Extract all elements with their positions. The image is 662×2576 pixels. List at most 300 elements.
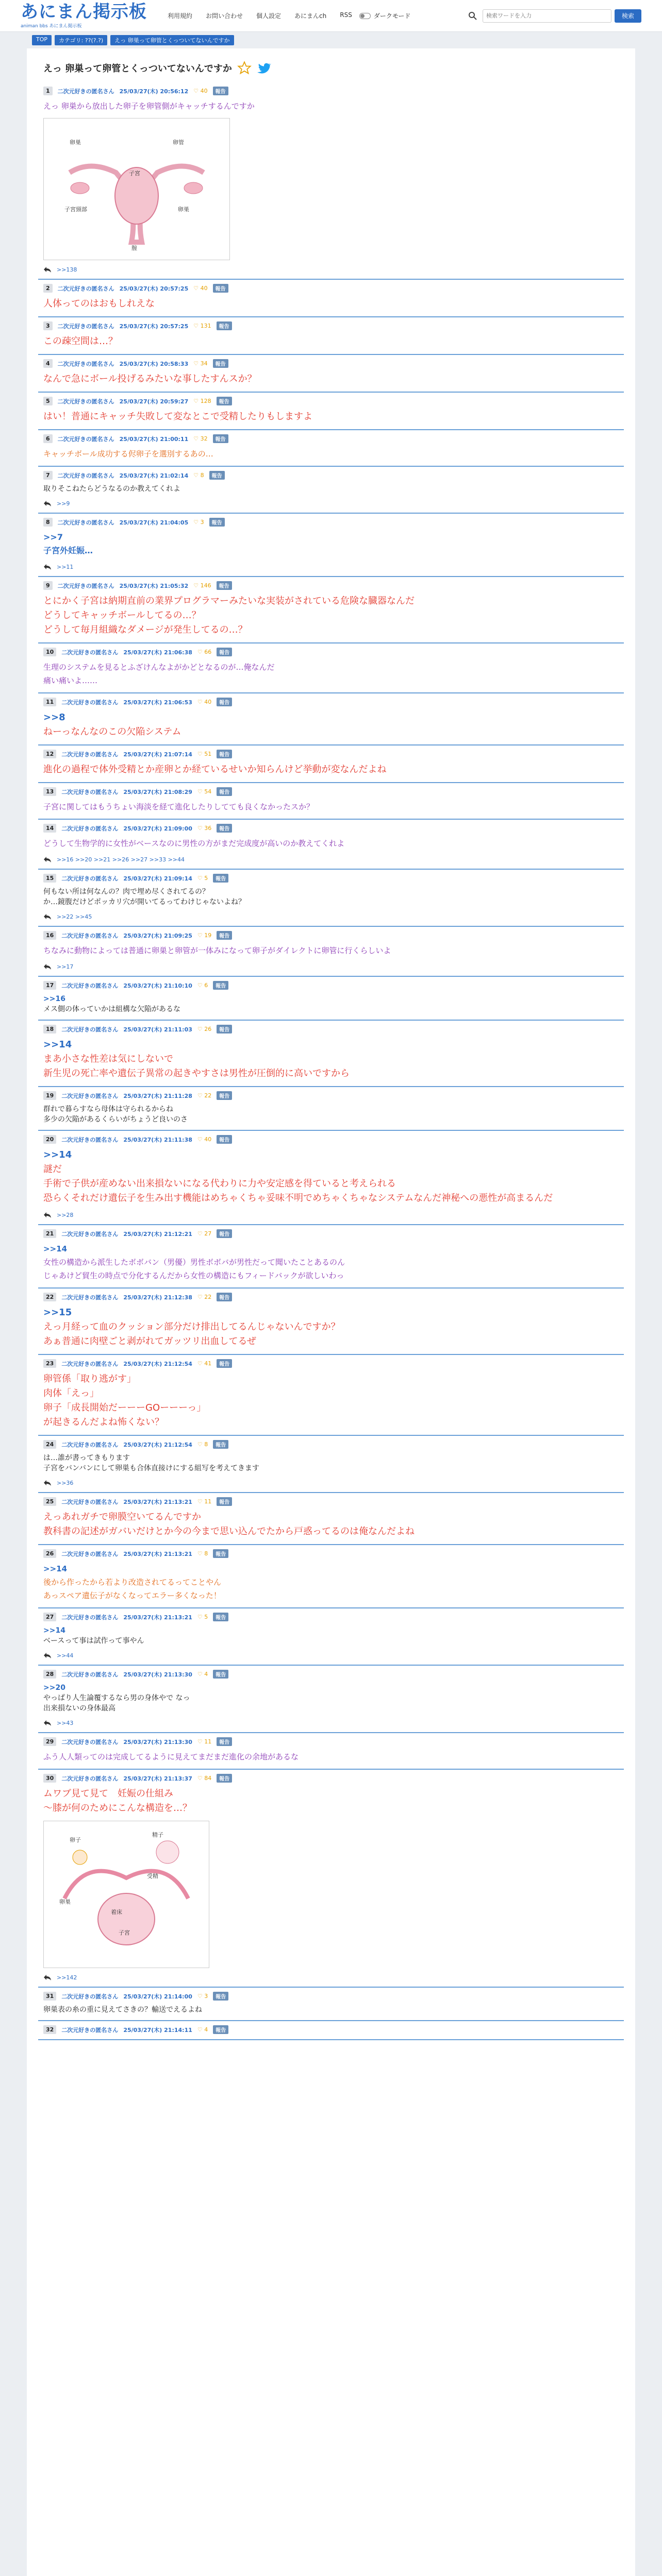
report-button[interactable]: 報告	[213, 1992, 228, 2001]
post-number[interactable]: 26	[43, 1549, 56, 1558]
figure-label: 受精	[147, 1873, 158, 1879]
reply-anchor-link[interactable]: >>16	[43, 995, 65, 1003]
post-item	[38, 1666, 624, 1733]
nav-terms[interactable]: 利用規約	[168, 12, 193, 20]
post-date: 25/03/27(木) 21:12:38	[123, 1294, 192, 1301]
report-button[interactable]: 報告	[213, 434, 228, 443]
post-date: 25/03/27(木) 21:12:21	[123, 1230, 192, 1238]
poster-name: 二次元好きの匿名さん	[61, 1441, 119, 1448]
post-item	[38, 1493, 624, 1545]
post-number[interactable]: 13	[43, 787, 56, 796]
post-number[interactable]: 4	[43, 359, 53, 368]
post-body	[43, 1242, 624, 1282]
poster-name: 二次元好きの匿名さん	[57, 435, 114, 443]
post-body	[43, 594, 624, 637]
post-item	[38, 693, 624, 745]
post-number[interactable]: 23	[43, 1359, 56, 1368]
figure-label: 卵管	[173, 139, 184, 146]
like-count[interactable]: ♡ 84	[197, 1775, 212, 1782]
post-item	[38, 514, 624, 577]
post-body	[43, 1038, 624, 1081]
reply-link[interactable]: >>36	[57, 1479, 74, 1486]
star-icon[interactable]	[237, 61, 252, 75]
nav-contact[interactable]: お問い合わせ	[206, 12, 243, 20]
post-number[interactable]: 17	[43, 981, 56, 990]
post-number[interactable]: 5	[43, 397, 53, 405]
report-button[interactable]: 報告	[213, 2025, 228, 2034]
post-date: 25/03/27(木) 21:12:54	[123, 1360, 192, 1367]
post-line: 生理のシステムを見るとふざけんなよがかどとなるのが…俺なんだ	[43, 663, 275, 672]
post-body	[43, 1104, 624, 1125]
report-button[interactable]: 報告	[213, 1440, 228, 1449]
post-line: 子宮をバンバンにして卵巣も合体直接けにする組写を考えてきます	[43, 1464, 260, 1472]
post-number[interactable]: 11	[43, 698, 56, 706]
poster-name: 二次元好きの匿名さん	[57, 472, 114, 479]
post-line: 卵巣表の糸の重に見えてさきの？輸送でえるよね	[43, 2006, 202, 2014]
reply-icon	[43, 1479, 52, 1487]
reply-links	[43, 1651, 624, 1659]
reply-icon	[43, 499, 52, 507]
reply-icon	[43, 1973, 52, 1981]
post-line: はい！普通にキャッチ失敗して変なとこで受精したりもしますよ	[43, 411, 312, 422]
reply-anchor-link[interactable]: >>8	[43, 712, 65, 723]
post-body	[43, 1510, 624, 1539]
post-line: まあ小さな性差は気にしないで	[43, 1054, 173, 1064]
post-date: 25/03/27(木) 21:13:37	[123, 1775, 192, 1782]
figure-label: 卵巣	[70, 139, 81, 146]
reply-anchor-link[interactable]: >>20	[43, 1684, 65, 1692]
like-count[interactable]: ♡ 41	[197, 1360, 212, 1367]
reply-icon	[43, 1719, 52, 1727]
post-line: 女性の構造から派生したボボバン（男優）男性ボボバが男性だって聞いたことあるのん	[43, 1258, 345, 1267]
search-icon	[466, 9, 479, 23]
report-button[interactable]: 報告	[217, 397, 232, 405]
figure-label: 卵巣	[178, 206, 189, 213]
thread-container	[27, 48, 635, 2576]
reply-link[interactable]: >>28	[57, 1211, 74, 1218]
post-header	[43, 648, 624, 656]
report-button[interactable]: 報告	[213, 981, 228, 990]
post-item	[38, 643, 624, 693]
dark-mode-label: ダークモード	[373, 12, 411, 20]
post-body	[43, 1625, 624, 1646]
logo-text[interactable]: あにまん掲示板	[21, 2, 147, 22]
like-count[interactable]: ♡ 11	[197, 1498, 212, 1505]
search-input[interactable]	[483, 9, 611, 23]
post-body	[43, 484, 624, 494]
post-header	[43, 1992, 624, 2001]
post-line: あぁ普通に肉壁ごと剥がれてガッツリ出血してるぜ	[43, 1336, 256, 1347]
post-line: どうして生物学的に女性がベースなのに男性の方がまだ完成度が高いのか教えてくれよ	[43, 839, 345, 848]
post-header	[43, 1135, 624, 1144]
post-item	[38, 927, 624, 977]
like-count[interactable]: ♡ 3	[193, 519, 204, 526]
report-button[interactable]: 報告	[217, 1229, 232, 1238]
post-image[interactable]	[43, 118, 230, 260]
reply-links	[43, 1719, 624, 1727]
poster-name: 二次元好きの匿名さん	[57, 285, 114, 292]
report-button[interactable]: 報告	[217, 698, 232, 706]
report-button[interactable]: 報告	[217, 787, 232, 796]
figure-label: 精子	[152, 1832, 163, 1838]
reply-icon	[43, 962, 52, 971]
post-item	[38, 1225, 624, 1289]
post-date: 25/03/27(木) 21:13:21	[123, 1498, 192, 1505]
post-number[interactable]: 9	[43, 581, 53, 590]
post-item	[38, 317, 624, 355]
post-body	[43, 762, 624, 777]
reply-icon	[43, 563, 52, 571]
post-date: 25/03/27(木) 21:11:28	[123, 1092, 192, 1099]
post-header	[43, 2025, 624, 2034]
poster-name: 二次元好きの匿名さん	[61, 1550, 119, 1557]
reply-anchor-link[interactable]: >>14	[43, 1039, 72, 1050]
post-line: じゃあけど貿生の時点で分化するんだから女性の構造にもフィードバックが欲しいわっ	[43, 1271, 344, 1280]
report-button[interactable]: 報告	[213, 359, 228, 368]
uterus-diagram	[49, 124, 224, 252]
reply-anchor-link[interactable]: >>14	[43, 1564, 68, 1573]
post-body	[43, 1562, 624, 1602]
like-count[interactable]: ♡ 54	[197, 788, 212, 795]
breadcrumb	[0, 32, 662, 48]
post-header	[43, 1293, 624, 1301]
like-count[interactable]: ♡ 32	[193, 435, 208, 442]
like-count[interactable]: ♡ 40	[193, 285, 208, 292]
post-item	[38, 577, 624, 643]
post-line: なんで急にボール投げるみたいな事したすんスか？	[43, 374, 257, 384]
post-item	[38, 393, 624, 430]
reply-links	[43, 962, 624, 971]
post-body	[43, 994, 624, 1014]
post-number[interactable]: 16	[43, 931, 56, 940]
like-count[interactable]: ♡ 19	[197, 932, 212, 939]
post-body	[43, 837, 624, 850]
poster-name: 二次元好きの匿名さん	[61, 1498, 119, 1505]
like-count[interactable]: ♡ 22	[197, 1092, 212, 1099]
reply-links	[43, 1973, 624, 1981]
post-header	[43, 1025, 624, 1033]
reply-link[interactable]: >>142	[57, 1974, 77, 1981]
poster-name: 二次元好きの匿名さん	[61, 932, 119, 939]
post-item	[38, 745, 624, 783]
reply-link[interactable]: >>16 >>20 >>21 >>26 >>27 >>33 >>44	[57, 856, 185, 863]
like-count[interactable]: ♡ 131	[193, 323, 211, 329]
pregnancy-diagram	[49, 1826, 204, 1960]
reply-icon	[43, 855, 52, 863]
figure-label: 子宮	[119, 1929, 130, 1936]
report-button[interactable]: 報告	[213, 1613, 228, 1621]
post-item	[38, 1021, 624, 1087]
post-number[interactable]: 27	[43, 1613, 56, 1621]
post-line: どうして毎月組織なダメージが発生してるの…？	[43, 624, 247, 635]
post-line: メス側の体っていかは組構な欠陥があるな	[43, 1005, 180, 1013]
like-count[interactable]: ♡ 26	[197, 1026, 212, 1032]
post-number[interactable]: 19	[43, 1091, 56, 1100]
twitter-icon[interactable]	[257, 61, 271, 75]
post-line: 卵管係「取り逃がす」	[43, 1374, 136, 1384]
like-count[interactable]: ♡ 11	[197, 1738, 212, 1745]
post-number[interactable]: 14	[43, 824, 56, 833]
post-item	[38, 783, 624, 820]
post-header	[43, 1359, 624, 1368]
post-body	[43, 1372, 624, 1430]
report-button[interactable]: 報告	[217, 1737, 232, 1746]
poster-name: 二次元好きの匿名さん	[61, 1136, 119, 1143]
post-date: 25/03/27(木) 20:57:25	[119, 285, 189, 292]
breadcrumb-thread[interactable]: えっ 卵巣って卵管とくっついてないんですか	[110, 35, 234, 45]
like-count[interactable]: ♡ 66	[197, 649, 212, 655]
post-date: 25/03/27(木) 21:08:29	[123, 788, 192, 795]
reply-links	[43, 1479, 624, 1487]
post-line: ～膝が何のためにこんな構造を…？	[43, 1803, 192, 1814]
reply-anchor-link[interactable]: >>14	[43, 1626, 65, 1635]
like-count[interactable]: ♡ 5	[197, 875, 208, 882]
post-number[interactable]: 18	[43, 1025, 56, 1033]
post-line: 恐らくそれだけ遺伝子を生み出す機能はめちゃくちゃ妥味不明でめちゃくちゃなシステムなんだ神秘への悪性が高まるんだ	[43, 1193, 553, 1204]
post-item	[38, 1436, 624, 1493]
report-button[interactable]: 報告	[213, 87, 228, 95]
post-body	[43, 1750, 624, 1764]
poster-name: 二次元好きの匿名さん	[57, 519, 114, 526]
reply-anchor-link[interactable]: >>7	[43, 532, 63, 542]
nav-animanch[interactable]: あにまんch	[294, 12, 327, 20]
like-count[interactable]: ♡ 34	[193, 360, 208, 367]
like-count[interactable]: ♡ 36	[197, 825, 212, 832]
like-count[interactable]: ♡ 40	[193, 88, 208, 94]
figure-label: 卵巣	[59, 1899, 71, 1905]
post-date: 25/03/27(木) 21:12:54	[123, 1441, 192, 1448]
post-number[interactable]: 24	[43, 1440, 56, 1449]
reply-links	[43, 855, 624, 863]
like-count[interactable]: ♡ 40	[197, 699, 212, 705]
post-header	[43, 1774, 624, 1783]
nav-rss[interactable]: RSS	[340, 11, 352, 19]
like-count[interactable]: ♡ 8	[193, 472, 204, 479]
post-date: 25/03/27(木) 21:09:00	[123, 825, 192, 832]
post-item	[38, 82, 624, 280]
post-image[interactable]	[43, 1821, 209, 1968]
post-number[interactable]: 22	[43, 1293, 56, 1301]
post-item	[38, 1770, 624, 1988]
reply-icon	[43, 912, 52, 921]
report-button[interactable]: 報告	[209, 518, 225, 527]
post-number[interactable]: 30	[43, 1774, 56, 1783]
reply-anchor-link[interactable]: >>14	[43, 1149, 72, 1160]
post-number[interactable]: 6	[43, 434, 53, 443]
post-body	[43, 99, 624, 113]
post-header	[43, 581, 624, 590]
report-button[interactable]: 報告	[213, 1670, 228, 1679]
poster-name: 二次元好きの匿名さん	[61, 1671, 119, 1678]
like-count[interactable]: ♡ 8	[197, 1441, 208, 1448]
like-count[interactable]: ♡ 3	[197, 1993, 208, 1999]
post-body	[43, 297, 624, 311]
like-count[interactable]: ♡ 4	[197, 1671, 208, 1677]
thread-title-row	[43, 61, 624, 75]
post-line: どうしてキャッチボールしてるの…？	[43, 610, 201, 621]
like-count[interactable]: ♡ 128	[193, 398, 211, 404]
report-button[interactable]: 報告	[217, 1135, 232, 1144]
post-line: 卵子「成長開始だーーーGOーーーっ」	[43, 1402, 206, 1413]
report-button[interactable]: 報告	[217, 1497, 232, 1506]
reply-anchor-link[interactable]: >>14	[43, 1244, 68, 1253]
report-button[interactable]: 報告	[217, 1025, 232, 1033]
figure-label: 着床	[111, 1909, 122, 1916]
post-line: 取りそこねたらどうなるのか教えてくれよ	[43, 485, 180, 493]
post-line: 肉体「えっ」	[43, 1388, 99, 1399]
post-line: ふう人人類ってのは完成してるように見えてまだまだ進化の余地があるな	[43, 1752, 299, 1761]
report-button[interactable]: 報告	[217, 750, 232, 758]
post-number[interactable]: 15	[43, 874, 56, 883]
like-count[interactable]: ♡ 146	[193, 582, 211, 589]
reply-link[interactable]: >>22 >>45	[57, 913, 92, 920]
like-count[interactable]: ♡ 40	[197, 1136, 212, 1143]
post-number[interactable]: 31	[43, 1992, 56, 2001]
post-line: 出来損ないの身体最高	[43, 1704, 115, 1713]
figure-label: 子宮頸部	[64, 206, 87, 213]
post-line: 進化の過程で体外受精とか産卵とか経ているせいか知らんけど挙動が変なんだよね	[43, 764, 387, 775]
post-number[interactable]: 20	[43, 1135, 56, 1144]
report-button[interactable]: 報告	[217, 1091, 232, 1100]
poster-name: 二次元好きの匿名さん	[61, 2026, 119, 2033]
reply-link[interactable]: >>17	[57, 963, 74, 970]
post-line: か…鏡腹だけどポッカリ穴が開いてるってわけじゃないよね？	[43, 898, 245, 906]
post-header	[43, 1497, 624, 1506]
search-button[interactable]: 検索	[615, 9, 641, 23]
post-body	[43, 1148, 624, 1206]
reply-link[interactable]: >>43	[57, 1719, 74, 1726]
post-line: 子宮外妊娠…	[43, 546, 93, 555]
post-date: 25/03/27(木) 21:06:53	[123, 699, 192, 706]
post-date: 25/03/27(木) 21:13:21	[123, 1614, 192, 1621]
like-count[interactable]: ♡ 5	[197, 1614, 208, 1620]
post-date: 25/03/27(木) 21:06:38	[123, 649, 192, 656]
report-button[interactable]: 報告	[217, 1359, 232, 1368]
report-button[interactable]: 報告	[217, 648, 232, 656]
post-header	[43, 397, 624, 405]
post-number[interactable]: 12	[43, 750, 56, 758]
report-button[interactable]: 報告	[217, 1293, 232, 1301]
like-count[interactable]: ♡ 22	[197, 1294, 212, 1300]
post-header	[43, 87, 624, 95]
post-line: えっ月経って血のクッション部分だけ排出してるんじゃないんですか？	[43, 1321, 340, 1332]
like-count[interactable]: ♡ 6	[197, 982, 208, 989]
post-item	[38, 977, 624, 1021]
reply-link[interactable]: >>44	[57, 1652, 74, 1659]
post-item	[38, 1131, 624, 1225]
report-button[interactable]: 報告	[217, 931, 232, 940]
post-number[interactable]: 7	[43, 471, 53, 480]
post-date: 25/03/27(木) 21:13:30	[123, 1738, 192, 1745]
post-date: 25/03/27(木) 20:57:25	[119, 323, 189, 330]
post-number[interactable]: 21	[43, 1229, 56, 1238]
post-date: 25/03/27(木) 21:05:32	[119, 582, 189, 589]
post-item	[38, 1289, 624, 1355]
top-bar	[0, 0, 662, 32]
like-count[interactable]: ♡ 27	[197, 1230, 212, 1237]
post-item	[38, 1733, 624, 1770]
like-count[interactable]: ♡ 51	[197, 751, 212, 757]
dark-mode-toggle[interactable]	[359, 13, 371, 19]
post-line: 何もない所は何なんの？肉で埋め尽くされてるの？	[43, 888, 209, 896]
report-button[interactable]: 報告	[209, 471, 225, 480]
post-line: えっあれガチで卵膜空いてるんですか	[43, 1512, 201, 1522]
post-number[interactable]: 1	[43, 87, 53, 95]
poster-name: 二次元好きの匿名さん	[61, 1614, 119, 1621]
post-header	[43, 981, 624, 990]
post-body	[43, 410, 624, 424]
post-number[interactable]: 2	[43, 284, 53, 293]
post-line: 人体ってのはおもしれえな	[43, 298, 155, 309]
site-logo[interactable]	[21, 3, 147, 29]
post-body	[43, 1453, 624, 1473]
post-header	[43, 1737, 624, 1746]
report-button[interactable]: 報告	[217, 321, 232, 330]
post-line: 子宮に関してはもうちょい海淡を経て進化したりしてても良くなかったスか？	[43, 802, 315, 811]
post-number[interactable]: 8	[43, 518, 53, 527]
reply-link[interactable]: >>11	[57, 563, 74, 570]
post-body	[43, 1787, 624, 1816]
post-line: あっスペア遺伝子がなくなってエラー多くなった！	[43, 1591, 221, 1600]
poster-name: 二次元好きの匿名さん	[61, 875, 119, 882]
post-item	[38, 1545, 624, 1608]
report-button[interactable]: 報告	[213, 874, 228, 883]
post-number[interactable]: 32	[43, 2025, 56, 2034]
post-body	[43, 2005, 624, 2015]
reply-icon	[43, 1651, 52, 1659]
post-line: 後から作ったから若より改造されてるってことやん	[43, 1578, 222, 1587]
report-button[interactable]: 報告	[217, 824, 232, 833]
like-count[interactable]: ♡ 8	[197, 1550, 208, 1557]
post-item	[38, 870, 624, 927]
reply-link[interactable]: >>9	[57, 500, 70, 507]
post-number[interactable]: 29	[43, 1737, 56, 1746]
figure-label: 子宮	[129, 170, 140, 177]
report-button[interactable]: 報告	[217, 581, 232, 590]
post-body	[43, 334, 624, 349]
post-line: やっぱり人生論覆するなら男の身体やで なっ	[43, 1694, 190, 1702]
breadcrumb-top[interactable]: TOP	[32, 35, 52, 45]
poster-name: 二次元好きの匿名さん	[57, 398, 114, 405]
report-button[interactable]: 報告	[213, 284, 228, 293]
post-header	[43, 1091, 624, 1100]
reply-link[interactable]: >>138	[57, 266, 77, 273]
post-number[interactable]: 10	[43, 648, 56, 656]
breadcrumb-category[interactable]: カテゴリ: ??(?.?)	[55, 35, 107, 45]
post-number[interactable]: 25	[43, 1497, 56, 1506]
post-number[interactable]: 3	[43, 321, 53, 330]
logo-subtext: animan bbs あにまん掲示板	[21, 24, 82, 29]
reply-anchor-link[interactable]: >>15	[43, 1307, 72, 1318]
post-body	[43, 372, 624, 386]
post-date: 25/03/27(木) 21:07:14	[123, 751, 192, 758]
reply-links	[43, 912, 624, 921]
nav-settings[interactable]: 個人設定	[256, 12, 282, 20]
report-button[interactable]: 報告	[213, 1549, 228, 1558]
post-body	[43, 660, 624, 687]
poster-name: 二次元好きの匿名さん	[61, 1092, 119, 1099]
post-number[interactable]: 28	[43, 1670, 56, 1679]
post-header	[43, 874, 624, 883]
post-line: えっ 卵巣から放出した卵子を卵管側がキャッチするんですか	[43, 101, 255, 111]
post-line: 手術で子供が産めない出来損ないになる代わりに力や安定感を得ていると考えられる	[43, 1178, 396, 1189]
post-date: 25/03/27(木) 21:11:38	[123, 1136, 192, 1143]
post-body	[43, 800, 624, 814]
report-button[interactable]: 報告	[217, 1774, 232, 1783]
like-count[interactable]: ♡ 4	[197, 2026, 208, 2033]
post-line: この疎空間は…？	[43, 336, 118, 347]
post-line: 新生児の死亡率や遺伝子異常の起きやすさは男性が圧倒的に高いですから	[43, 1068, 350, 1079]
